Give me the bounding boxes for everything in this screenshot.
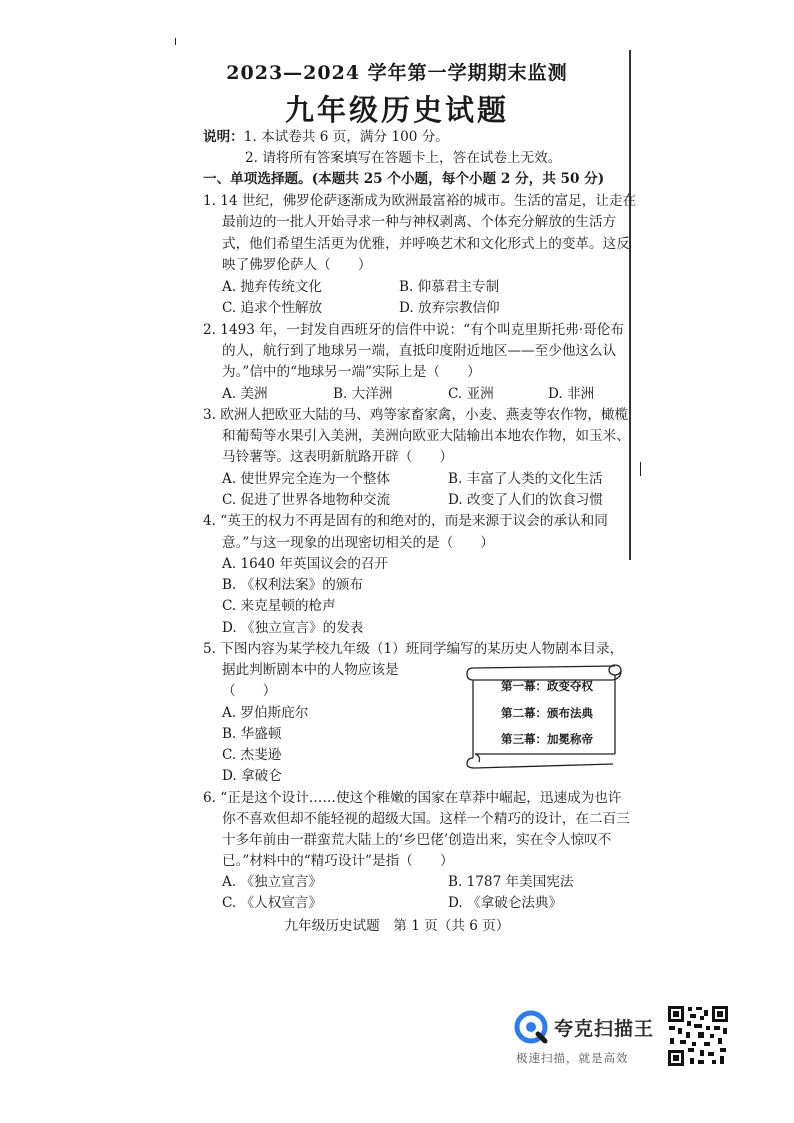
q3-stem-line-2: 和葡萄等水果引入美洲，美洲向欧亚大陆输出本地农作物，如玉米、	[222, 428, 630, 444]
quark-logo-icon	[514, 1010, 548, 1044]
q5-option-b: B. 华盛顿	[222, 726, 282, 742]
q1-stem-line-2: 最前边的一批人开始寻求一种与神权剥离、个体充分解放的生活方	[222, 214, 617, 230]
q3-option-c: C. 促进了世界各地物种交流	[222, 492, 391, 508]
q4-option-b: B. 《权利法案》的颁布	[222, 577, 363, 593]
notes-label: 说明：	[203, 129, 244, 145]
section-title: 一、单项选择题。(本题共 25 个小题，每个小题 2 分，共 50 分)	[203, 171, 605, 187]
q5-option-a: A. 罗伯斯庇尔	[222, 705, 309, 721]
q1-option-d: D. 放弃宗教信仰	[399, 300, 500, 316]
q5-option-d: D. 拿破仑	[222, 768, 282, 784]
q2-option-d: D. 非洲	[548, 386, 595, 402]
q6-stem-line-2: 你不喜欢但却不能轻视的超级大国。这样一个精巧的设计，在二百三	[222, 811, 630, 827]
watermark-slogan: 极速扫描，就是高效	[516, 1051, 629, 1065]
exam-title: 九年级历史试题	[284, 93, 509, 127]
scroll-act-3: 第三幕：加冕称帝	[501, 732, 593, 746]
q4-option-a: A. 1640 年英国议会的召开	[222, 556, 389, 572]
notes-line-2: 2. 请将所有答案填写在答题卡上，答在试卷上无效。	[245, 150, 562, 166]
page-footer: 九年级历史试题 第 1 页（共 6 页）	[284, 918, 510, 934]
q1-option-c: C. 追求个性解放	[222, 300, 323, 316]
scroll-act-2: 第二幕：颁布法典	[501, 706, 593, 720]
q6-option-a: A. 《独立宣言》	[222, 874, 323, 890]
q3-stem-line-3: 马铃薯等。这表明新航路开辟（ ）	[222, 449, 454, 465]
q6-option-b: B. 1787 年美国宪法	[448, 874, 574, 890]
scan-tick-mark	[175, 38, 176, 45]
notes-line-1: 1. 本试卷共 6 页，满分 100 分。	[243, 129, 449, 145]
q2-option-c: C. 亚洲	[448, 386, 494, 402]
q1-option-a: A. 抛弃传统文化	[222, 279, 323, 295]
q6-stem-line-3: 十多年前由一群蛮荒大陆上的‘乡巴佬’创造出来，实在令人惊叹不	[222, 832, 612, 848]
q3-option-d: D. 改变了人们的饮食习惯	[448, 492, 603, 508]
q3-option-a: A. 使世界完全连为一个整体	[222, 471, 390, 487]
q6-stem-line-4: 已。”材料中的“精巧设计”是指（ ）	[222, 853, 454, 869]
q4-stem-line-1: 4. “英王的权力不再是固有的和绝对的，而是来源于议会的承认和同	[203, 513, 608, 529]
q3-option-b: B. 丰富了人类的文化生活	[448, 471, 603, 487]
q5-stem-line-1: 5. 下图内容为某学校九年级（1）班同学编写的某历史人物剧本目录，	[203, 641, 624, 657]
q6-option-c: C. 《人权宣言》	[222, 895, 323, 911]
notes-block	[203, 127, 449, 148]
q2-option-b: B. 大洋洲	[333, 386, 393, 402]
q6-option-d: D. 《拿破仑法典》	[448, 895, 563, 911]
q2-stem-line-2: 的人，航行到了地球另一端，直抵印度附近地区——至少他这么认	[222, 343, 617, 359]
q5-stem-line-3: （ ）	[222, 683, 277, 699]
scroll-act-1: 第一幕：政变夺权	[501, 679, 593, 693]
q1-stem-line-3: 式，他们希望生活更为优雅，并呼唤艺术和文化形式上的变革。这反	[222, 236, 630, 252]
q1-stem-line-1: 1. 14 世纪，佛罗伦萨逐渐成为欧洲最富裕的城市。生活的富足，让走在	[203, 193, 637, 209]
qr-code-icon	[666, 1004, 730, 1068]
q2-stem-line-3: 为。”信中的“地球另一端”实际上是（ ）	[222, 364, 481, 380]
script-scroll-figure	[463, 658, 628, 770]
q1-option-b: B. 仰慕君主专制	[399, 279, 500, 295]
q2-stem-line-1: 2. 1493 年，一封发自西班牙的信件中说：“有个叫克里斯托弗·哥伦布	[203, 322, 624, 338]
q4-option-c: C. 来克星顿的枪声	[222, 598, 336, 614]
q2-option-a: A. 美洲	[222, 386, 268, 402]
q3-stem-line-1: 3. 欧洲人把欧亚大陆的马、鸡等家畜家禽，小麦、燕麦等农作物，橄榄	[203, 407, 629, 423]
q5-option-c: C. 杰斐逊	[222, 747, 282, 763]
exam-year-heading: 2023—2024 学年第一学期期末监测	[226, 62, 568, 84]
scan-edge-tick	[640, 462, 641, 476]
q4-option-d: D. 《独立宣言》的发表	[222, 620, 364, 636]
q1-stem-line-4: 映了佛罗伦萨人（ ）	[222, 257, 372, 273]
q6-stem-line-1: 6. “正是这个设计……使这个稚嫩的国家在草莽中崛起，迅速成为也许	[203, 790, 622, 806]
scanner-watermark	[514, 1008, 744, 1070]
watermark-brand-name: 夸克扫描王	[554, 1018, 655, 1040]
q5-stem-line-2: 据此判断剧本中的人物应该是	[222, 662, 399, 678]
q4-stem-line-2: 意。”与这一现象的出现密切相关的是（ ）	[222, 535, 495, 551]
